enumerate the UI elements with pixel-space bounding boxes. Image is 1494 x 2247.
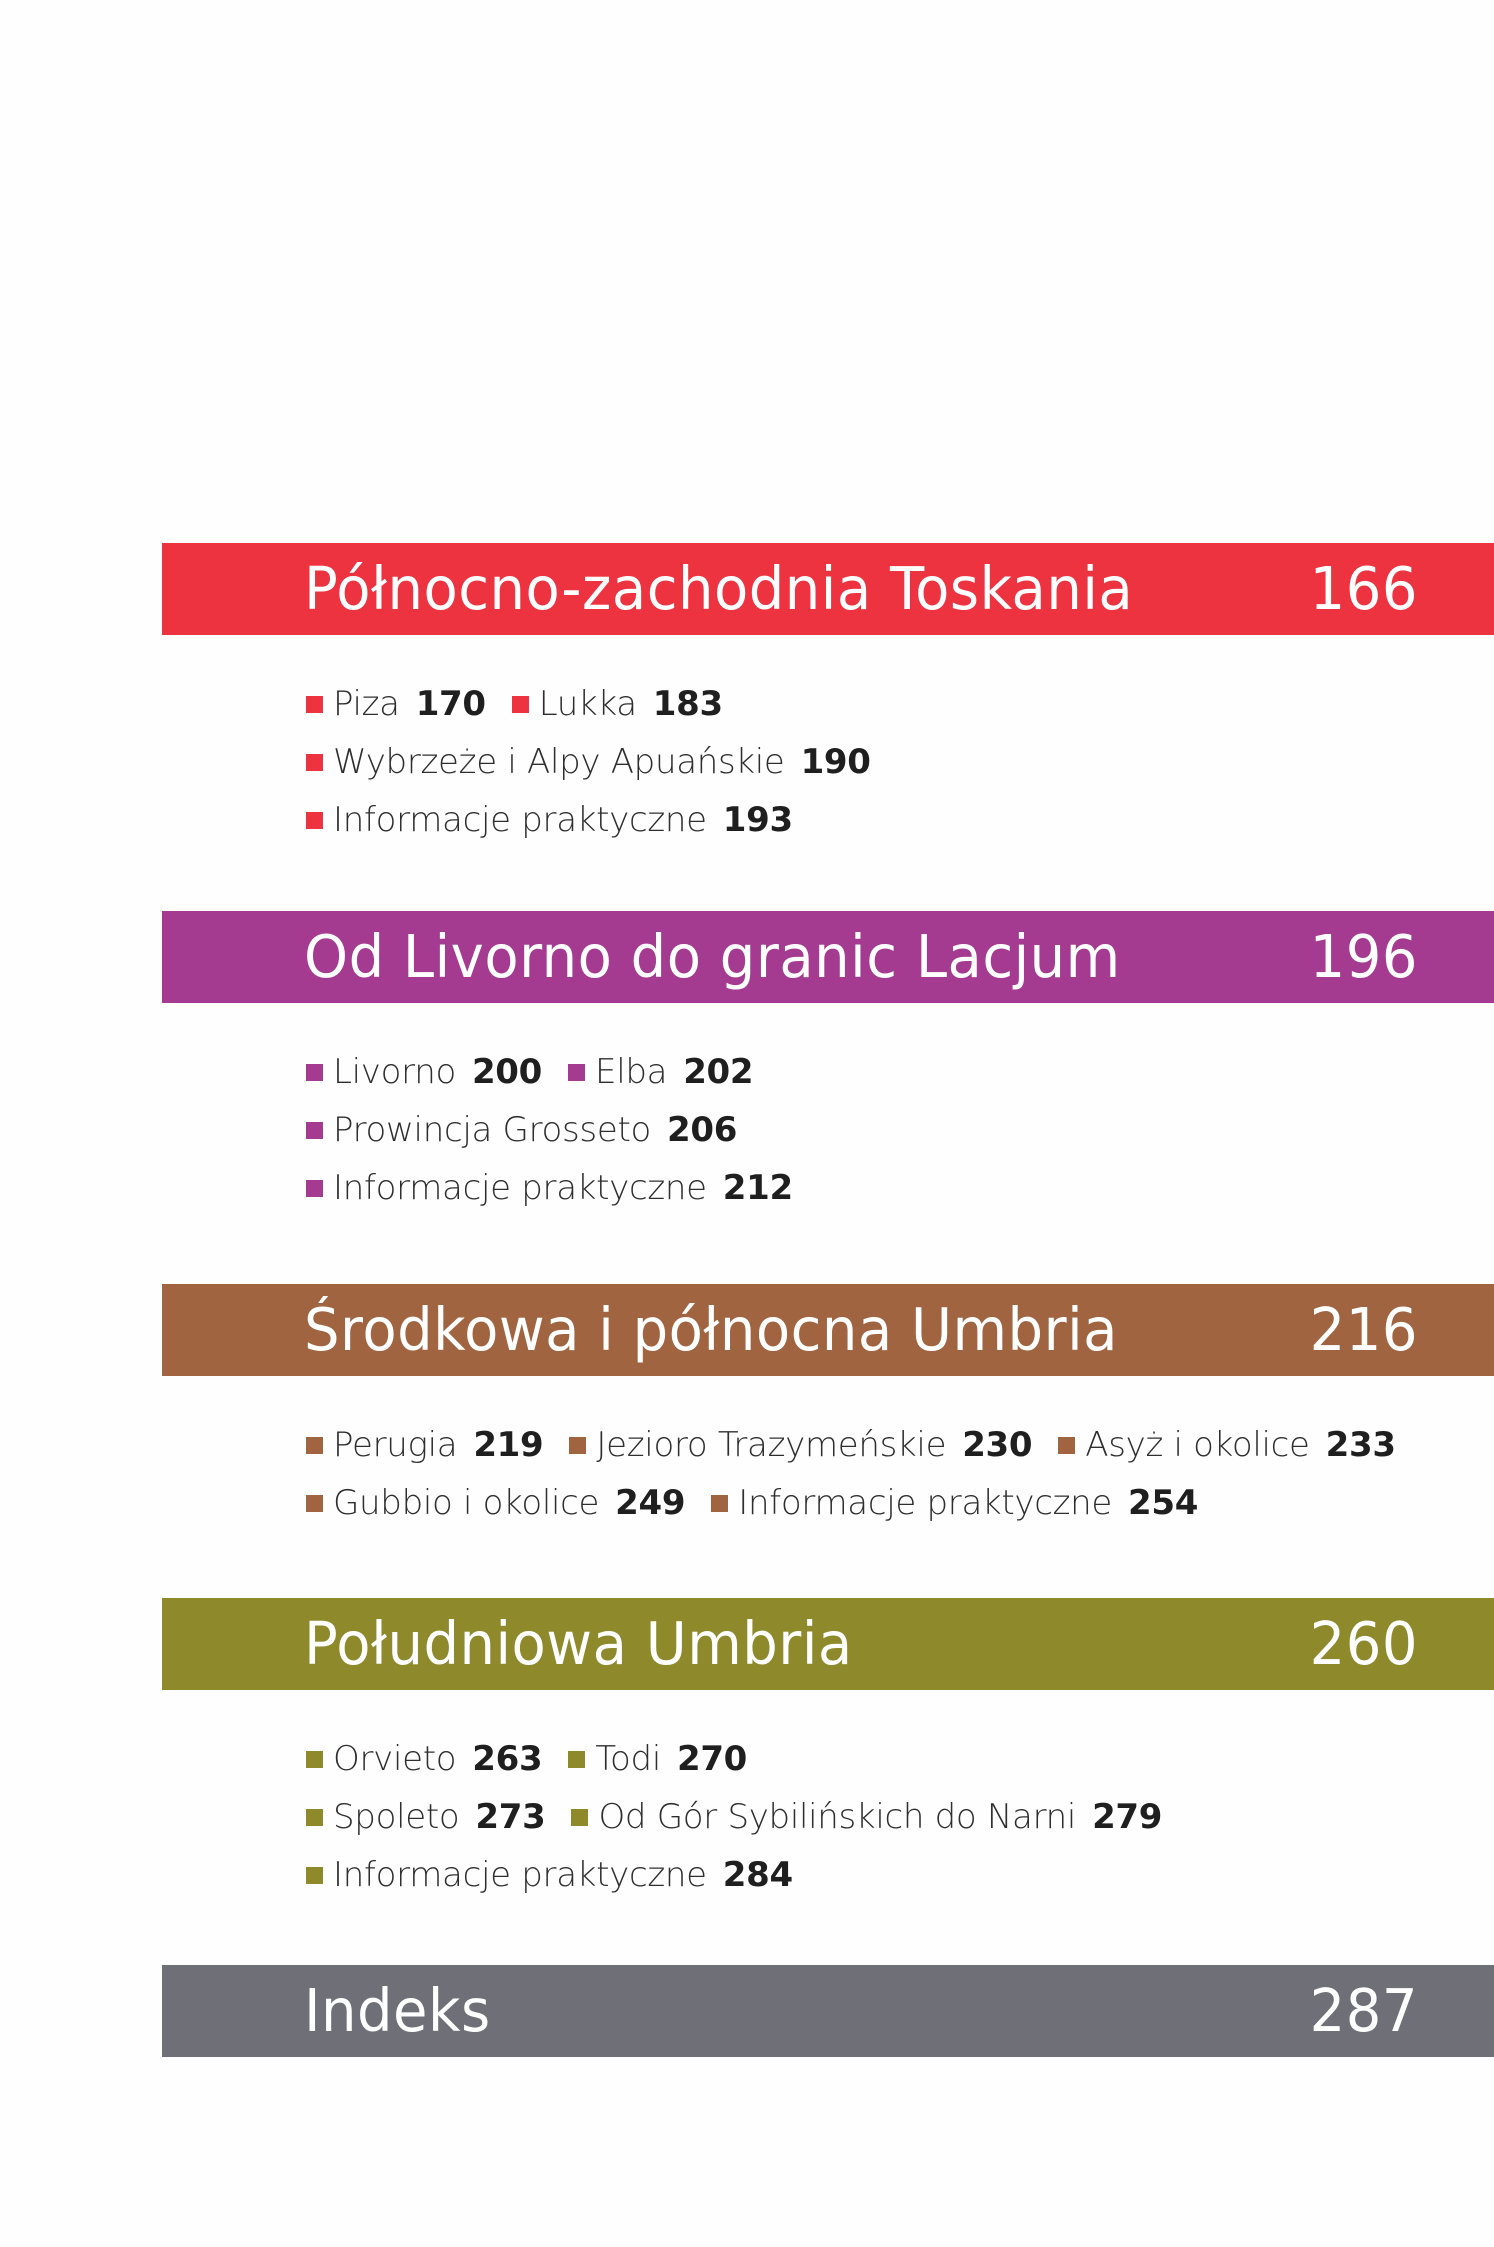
square-bullet-icon — [306, 1437, 323, 1454]
toc-entry[interactable] — [711, 1483, 1198, 1523]
toc-entry-name: Elba — [595, 1052, 668, 1092]
toc-entry-name: Wybrzeże i Alpy Apuańskie — [333, 742, 785, 782]
toc-line — [306, 1416, 1494, 1474]
section-page-number: 260 — [1309, 1609, 1418, 1679]
toc-entry-name: Asyż i okolice — [1085, 1425, 1310, 1465]
section-entries — [162, 675, 1494, 849]
toc-line — [306, 1730, 1494, 1788]
toc-line — [306, 1788, 1494, 1846]
toc-entry[interactable] — [306, 742, 871, 782]
toc-entry-name: Gubbio i okolice — [333, 1483, 600, 1523]
toc-line — [306, 1846, 1494, 1904]
toc-entry-page: 212 — [722, 1168, 793, 1208]
section-tuscany-nw — [162, 543, 1494, 849]
toc-entry-page: 170 — [415, 684, 486, 724]
section-livorno-lazio — [162, 911, 1494, 1217]
toc-line — [306, 733, 1494, 791]
square-bullet-icon — [306, 1495, 323, 1512]
toc-entry-page: 279 — [1092, 1797, 1163, 1837]
square-bullet-icon — [512, 696, 529, 713]
section-header-band — [162, 911, 1494, 1003]
toc-entry-page: 219 — [473, 1425, 544, 1465]
toc-entry-name: Informacje praktyczne — [333, 1168, 707, 1208]
toc-entry-name: Informacje praktyczne — [333, 1855, 707, 1895]
toc-entry-name: Todi — [595, 1739, 661, 1779]
toc-entry[interactable] — [306, 1110, 737, 1150]
toc-entry-page: 206 — [666, 1110, 738, 1150]
square-bullet-icon — [306, 812, 323, 829]
toc-entry[interactable] — [306, 684, 486, 724]
section-header-band — [162, 1965, 1494, 2057]
square-bullet-icon — [306, 1064, 323, 1081]
toc-entry-page: 202 — [683, 1052, 754, 1092]
toc-entry[interactable] — [306, 1797, 545, 1837]
toc-entry[interactable] — [512, 684, 723, 724]
toc-entry[interactable] — [306, 1425, 543, 1465]
section-header-band — [162, 543, 1494, 635]
toc-entry[interactable] — [306, 1052, 542, 1092]
section-entries — [162, 1043, 1494, 1217]
toc-entry-page: 254 — [1128, 1483, 1199, 1523]
square-bullet-icon — [306, 1809, 323, 1826]
section-page-number: 287 — [1309, 1976, 1418, 2046]
square-bullet-icon — [568, 1064, 585, 1081]
section-page-number: 216 — [1309, 1295, 1418, 1365]
toc-entry-name: Prowincja Grosseto — [333, 1110, 651, 1150]
toc-entry[interactable] — [1058, 1425, 1395, 1465]
toc-line — [306, 1101, 1494, 1159]
toc-entry-name: Lukka — [538, 684, 637, 724]
section-page-number: 196 — [1309, 922, 1418, 992]
section-index — [162, 1965, 1494, 2057]
toc-line — [306, 675, 1494, 733]
toc-entry-page: 183 — [652, 684, 723, 724]
section-page-number: 166 — [1309, 554, 1418, 624]
section-entries — [162, 1730, 1494, 1904]
section-umbria-south — [162, 1598, 1494, 1904]
toc-line — [306, 1159, 1494, 1217]
toc-entry-page: 284 — [722, 1855, 793, 1895]
toc-entry-page: 190 — [800, 742, 871, 782]
square-bullet-icon — [711, 1495, 728, 1512]
toc-entry[interactable] — [306, 1855, 793, 1895]
toc-entry-name: Jezioro Trazymeńskie — [596, 1425, 947, 1465]
toc-entry-page: 273 — [475, 1797, 546, 1837]
toc-line — [306, 1474, 1494, 1532]
toc-entry-page: 270 — [676, 1739, 748, 1779]
section-title: Od Livorno do granic Lacjum — [304, 922, 1121, 992]
toc-line — [306, 791, 1494, 849]
toc-entry-name: Informacje praktyczne — [333, 800, 707, 840]
toc-entry-page: 193 — [722, 800, 793, 840]
section-title: Południowa Umbria — [304, 1609, 853, 1679]
toc-entry[interactable] — [306, 1168, 793, 1208]
toc-entry[interactable] — [306, 800, 793, 840]
section-umbria-central-north — [162, 1284, 1494, 1532]
square-bullet-icon — [571, 1809, 588, 1826]
toc-entry-page: 200 — [471, 1052, 543, 1092]
square-bullet-icon — [568, 1751, 585, 1768]
toc-entry-name: Od Gór Sybilińskich do Narni — [598, 1797, 1077, 1837]
square-bullet-icon — [306, 1180, 323, 1197]
toc-entry[interactable] — [569, 1425, 1032, 1465]
section-title: Indeks — [304, 1976, 491, 2046]
toc-entry-page: 230 — [962, 1425, 1033, 1465]
toc-entry[interactable] — [571, 1797, 1162, 1837]
toc-entry[interactable] — [306, 1739, 542, 1779]
square-bullet-icon — [306, 696, 323, 713]
toc-entry-page: 263 — [472, 1739, 543, 1779]
section-header-band — [162, 1598, 1494, 1690]
toc-entry-name: Perugia — [333, 1425, 458, 1465]
toc-entry-name: Livorno — [333, 1052, 456, 1092]
square-bullet-icon — [306, 1122, 323, 1139]
toc-entry-name: Piza — [333, 684, 400, 724]
square-bullet-icon — [306, 1867, 323, 1884]
square-bullet-icon — [306, 1751, 323, 1768]
section-entries — [162, 1416, 1494, 1532]
section-header-band — [162, 1284, 1494, 1376]
toc-entry[interactable] — [306, 1483, 685, 1523]
toc-entry[interactable] — [568, 1052, 753, 1092]
section-title: Środkowa i północna Umbria — [304, 1295, 1118, 1365]
toc-entry-name: Spoleto — [333, 1797, 460, 1837]
square-bullet-icon — [569, 1437, 586, 1454]
square-bullet-icon — [306, 754, 323, 771]
toc-line — [306, 1043, 1494, 1101]
toc-entry-name: Informacje praktyczne — [738, 1483, 1113, 1523]
toc-entry-name: Orvieto — [333, 1739, 457, 1779]
toc-entry-page: 249 — [615, 1483, 686, 1523]
toc-entry-page: 233 — [1325, 1425, 1396, 1465]
square-bullet-icon — [1058, 1437, 1075, 1454]
toc-entry[interactable] — [568, 1739, 747, 1779]
section-title: Północno-zachodnia Toskania — [304, 554, 1134, 624]
